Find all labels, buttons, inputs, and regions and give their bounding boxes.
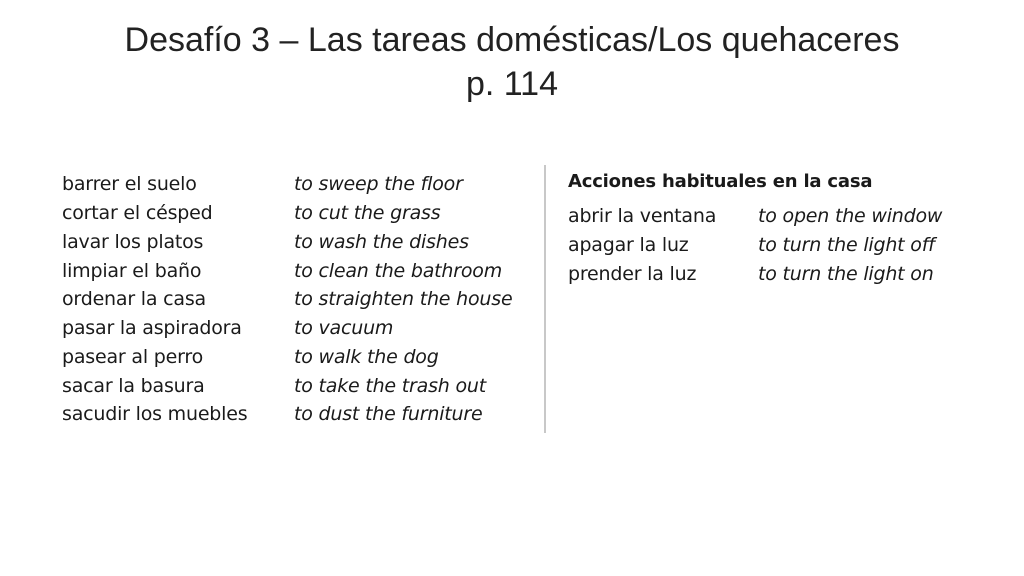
english-translation: to cut the grass [294, 202, 441, 225]
vocab-row [62, 400, 532, 429]
english-translation: to wash the dishes [294, 230, 469, 253]
english-translation: to turn the light on [758, 262, 934, 285]
vocab-row [62, 314, 532, 343]
vocab-row [62, 285, 532, 314]
english-translation: to vacuum [294, 317, 394, 340]
english-translation: to clean the bathroom [294, 259, 503, 282]
vocab-row [568, 202, 998, 231]
english-translation: to open the window [758, 205, 943, 228]
vocab-row [62, 371, 532, 400]
spanish-term: apagar la luz [568, 234, 689, 257]
english-translation: to walk the dog [294, 345, 439, 368]
title-page-ref: p. 114 [465, 65, 558, 103]
english-translation: to take the trash out [294, 374, 486, 397]
vocab-row [568, 260, 998, 289]
spanish-term: lavar los platos [62, 230, 204, 253]
slide-title [0, 18, 1024, 106]
chores-vocab-list [62, 170, 532, 429]
spanish-term: cortar el césped [62, 202, 213, 225]
vocab-row [62, 199, 532, 228]
vocab-row [568, 231, 998, 260]
vocab-row [62, 228, 532, 257]
habitual-actions-section [568, 168, 998, 288]
spanish-term: prender la luz [568, 262, 697, 285]
spanish-term: sacudir los muebles [62, 403, 248, 426]
english-translation: to turn the light off [758, 234, 935, 257]
spanish-term: limpiar el baño [62, 259, 202, 282]
vocab-row [62, 256, 532, 285]
english-translation: to dust the furniture [294, 403, 483, 426]
english-translation: to sweep the floor [294, 173, 463, 196]
spanish-term: pasar la aspiradora [62, 317, 242, 340]
title-line: Desafío 3 – Las tareas domésticas/Los quehaceres [124, 21, 900, 59]
spanish-term: pasear al perro [62, 345, 203, 368]
vocab-row [62, 343, 532, 372]
spanish-term: abrir la ventana [568, 205, 717, 228]
section-heading: Acciones habituales en la casa [568, 171, 873, 192]
spanish-term: barrer el suelo [62, 173, 197, 196]
spanish-term: ordenar la casa [62, 288, 206, 311]
column-divider [544, 165, 546, 433]
vocab-row [62, 170, 532, 199]
spanish-term: sacar la basura [62, 374, 205, 397]
english-translation: to straighten the house [294, 288, 513, 311]
